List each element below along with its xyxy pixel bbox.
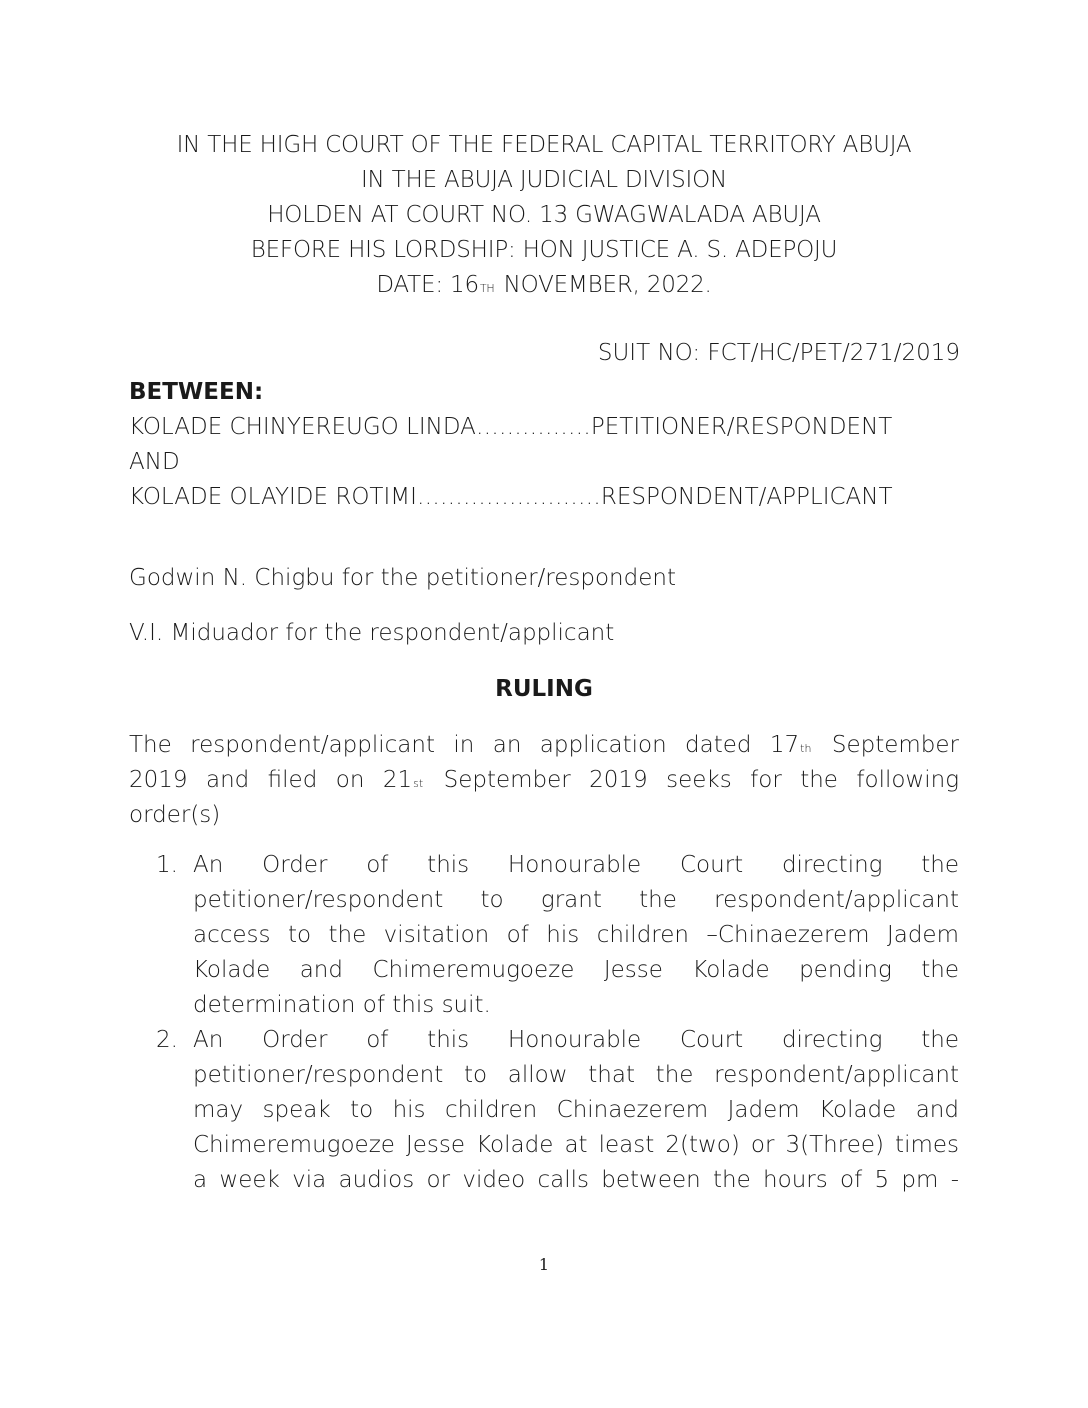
court-location: HOLDEN AT COURT NO. 13 GWAGWALADA ABUJA [267, 202, 821, 228]
order-line: access to the visitation of his children –Chinaezerem Jadem [193, 922, 959, 948]
order-item [156, 1023, 959, 1198]
order-line: may speak to his children Chinaezerem Jadem Kolade and [193, 1097, 959, 1123]
suit-number: SUIT NO: FCT/HC/PET/271/2019 [597, 340, 960, 366]
order-line: petitioner/respondent to allow that the respondent/applicant [193, 1062, 959, 1088]
order-line: An Order of this Honourable Court directing the [193, 852, 959, 878]
order-number: 2. [156, 1027, 178, 1053]
counsel-petitioner: Godwin N. Chigbu for the petitioner/respondent [129, 565, 676, 591]
order-line: a week via audios or video calls between the hours of 5 pm - [193, 1167, 959, 1193]
order-item [156, 848, 959, 1023]
presiding-judge: BEFORE HIS LORDSHIP: HON JUSTICE A. S. ADEPOJU [250, 237, 838, 263]
orders-list [156, 848, 959, 1198]
order-line: Kolade and Chimeremugoeze Jesse Kolade pending the [193, 957, 959, 983]
court-name: IN THE HIGH COURT OF THE FEDERAL CAPITAL TERRITORY ABUJA [176, 132, 912, 158]
counsel-respondent: V.I. Miduador for the respondent/applicant [129, 620, 615, 646]
intro-line: The respondent/applicant in an application dated 17th September [129, 732, 959, 758]
page-number: 1 [538, 1255, 550, 1274]
order-line: Chimeremugoeze Jesse Kolade at least 2(two) or 3(Three) times [193, 1132, 959, 1158]
parties-block [129, 375, 893, 515]
ruling-date: DATE: 16TH NOVEMBER, 2022. [376, 272, 712, 298]
intro-paragraph [129, 728, 959, 833]
intro-line: 2019 and filed on 21st September 2019 seeks for the following [129, 767, 960, 793]
order-line: An Order of this Honourable Court directing the [193, 1027, 959, 1053]
order-number: 1. [156, 852, 178, 878]
and-label: AND [129, 449, 180, 475]
judicial-division: IN THE ABUJA JUDICIAL DIVISION [360, 167, 728, 193]
between-label: BETWEEN: [129, 379, 264, 405]
ruling-title: RULING [495, 676, 593, 702]
petitioner-line: KOLADE CHINYEREUGO LINDA……………PETITIONER/RESPONDENT [129, 414, 893, 440]
court-heading [0, 128, 1088, 303]
order-line: determination of this suit. [193, 992, 491, 1018]
intro-line: order(s) [129, 802, 221, 828]
order-line: petitioner/respondent to grant the respondent/applicant [193, 887, 959, 913]
respondent-line: KOLADE OLAYIDE ROTIMI……………………RESPONDENT/APPLICANT [129, 484, 893, 510]
